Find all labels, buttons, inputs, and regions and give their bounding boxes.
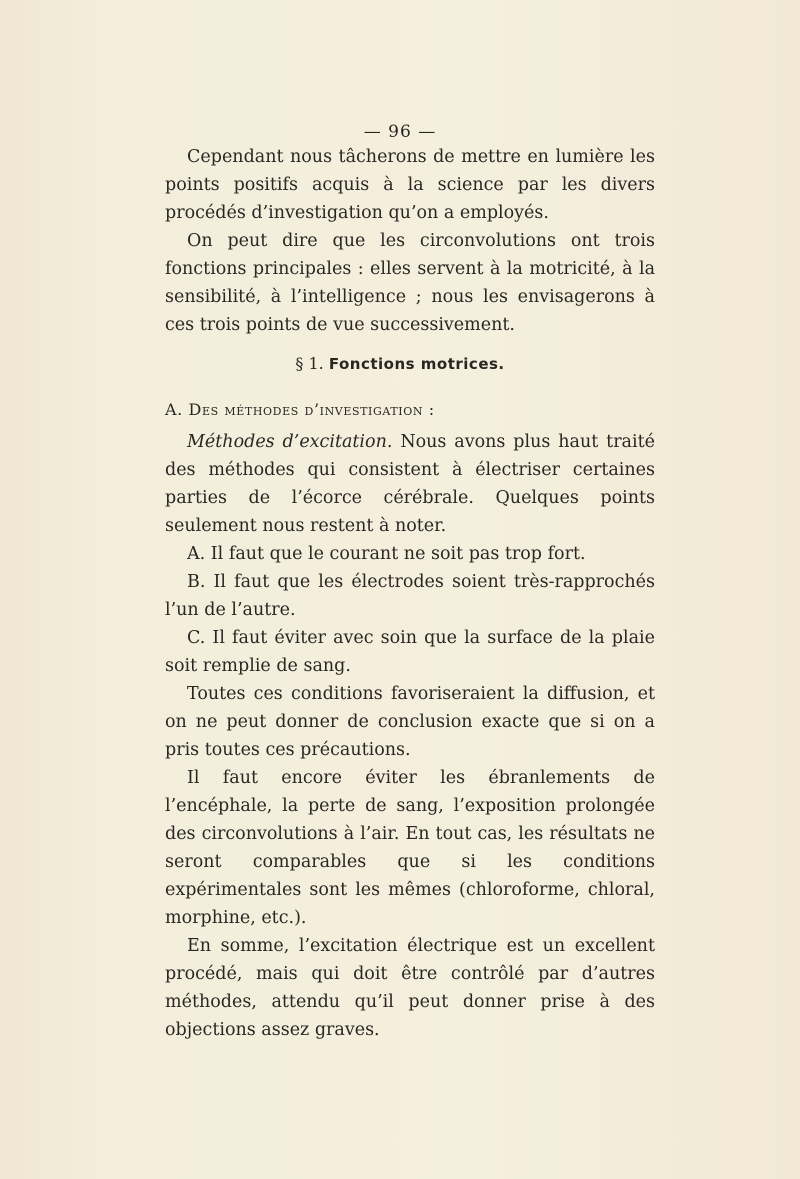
conclusion-paragraph: En somme, l’excitation électrique est un excellent procédé, mais qui doit être contrôlé par d’autres méthodes, attendu qu’il peut donner prise à des objections assez graves.: [165, 936, 655, 1040]
page-number: — 96 —: [363, 122, 437, 142]
intro-paragraph-1: Cependant nous tâcherons de mettre en lumière les points positifs acquis à la science par les divers procédés d’investigation qu’on a employés.: [165, 147, 655, 223]
method-paragraph: [165, 428, 655, 540]
subsection-letter: A.: [165, 400, 183, 419]
section-heading: [0, 354, 800, 373]
intro-paragraph-2: On peut dire que les circonvolutions ont trois fonctions principales : elles servent à la motricité, à la sensibilité, à l’intelligence ; nous les envisagerons à ces trois points de vue successivement.: [165, 231, 655, 335]
subsection-heading: [165, 400, 435, 419]
subsection-title: Des méthodes d’investigation :: [188, 400, 435, 419]
ebranlements-paragraph: Il faut encore éviter les ébranlements de l’encéphale, la perte de sang, l’exposition prolongée des circonvolutions à l’air. En tout cas, les résultats ne seront comparables que si les conditions expérimentales sont les mêmes (chloroforme, chloral, morphine, etc.).: [165, 768, 655, 928]
section-title: Fonctions motrices.: [328, 355, 505, 373]
conditions-paragraph: Toutes ces conditions favoriseraient la diffusion, et on ne peut donner de conclusion exacte que si on a pris toutes ces précautions.: [165, 684, 655, 760]
method-text: Nous avons plus haut traité des méthodes qui consistent à électriser certaines parties de l’écorce cérébrale. Quelques points seulement nous restent à noter.: [165, 432, 655, 536]
method-title: Méthodes d’excitation.: [187, 432, 393, 452]
intro-text: [165, 143, 655, 339]
list-item-b: B. Il faut que les électrodes soient très-rapprochés l’un de l’autre.: [165, 572, 655, 620]
main-text: [165, 428, 655, 1044]
list-item-c: C. Il faut éviter avec soin que la surface de la plaie soit remplie de sang.: [165, 628, 655, 676]
list-item-a: A. Il faut que le courant ne soit pas trop fort.: [187, 544, 586, 564]
section-number: § 1.: [295, 354, 324, 373]
